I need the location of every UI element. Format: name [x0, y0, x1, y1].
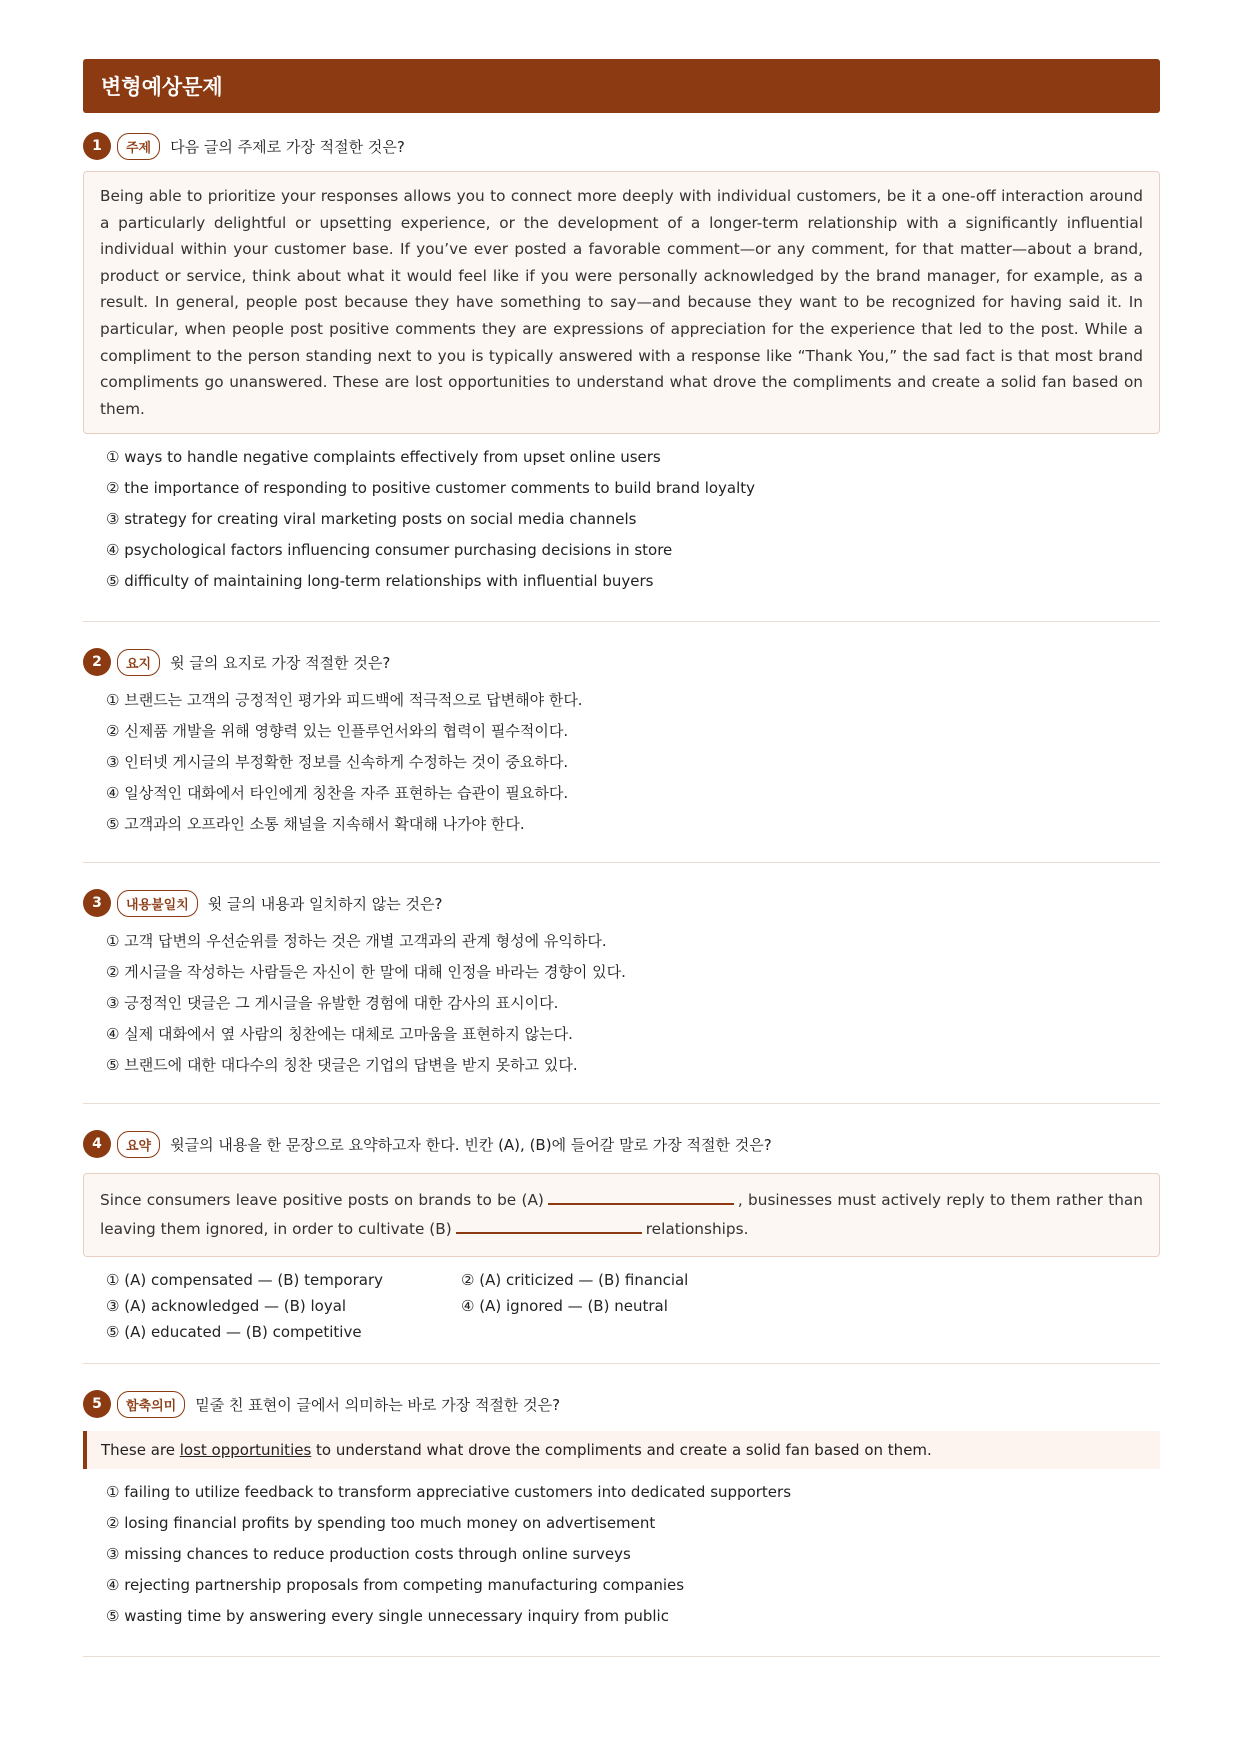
question-tag: 요지 [117, 649, 160, 676]
question-number: 1 [83, 132, 111, 160]
choice-5[interactable]: ⑤ 고객과의 오프라인 소통 채널을 지속해서 확대해 나가야 한다. [106, 815, 525, 834]
choice-2[interactable]: ② 신제품 개발을 위해 영향력 있는 인플루언서와의 협력이 필수적이다. [106, 722, 569, 741]
underlined-phrase: lost opportunities [179, 1441, 312, 1460]
choice-list [83, 442, 1160, 597]
choice-1[interactable]: ① ways to handle negative complaints effectively from upset online users [106, 448, 661, 467]
blank-a [548, 1189, 734, 1205]
summary-text-1: Since consumers leave positive posts on brands to be (A) [100, 1191, 544, 1210]
question-tag: 함축의미 [117, 1391, 185, 1418]
question-3 [83, 888, 1160, 1104]
divider [83, 1656, 1160, 1657]
passage: Being able to prioritize your responses allows you to connect more deeply with individual customers, be it a one-off interaction around a particularly delightful or upsetting experience, or the development of a longer-term relationship with a significantly influential individual within your customer base. If you’ve ever posted a favorable comment—or any comment, for that matter—about a brand, product or service, think about what it would feel like if you were personally acknowledged by the brand manager, for example, as a result. In general, people post because they have something to say—and because they want to be recognized for having said it. In particular, when people post positive comments they are expressions of appreciation for the experience that led to the post. While a compliment to the person standing next to you is typically answered with a response like “Thank You,” the sad fact is that most brand compliments go unanswered. These are lost opportunities to understand what drove the compliments and create a solid fan based on them. [83, 171, 1160, 434]
choice-5[interactable]: ⑤ difficulty of maintaining long-term relationships with influential buyers [106, 572, 654, 591]
choice-2[interactable]: ② the importance of responding to positive customer comments to build brand loyalty [106, 479, 756, 498]
choice-list [83, 1477, 1160, 1632]
choice-4[interactable]: ④ (A) ignored — (B) neutral [461, 1297, 668, 1316]
choice-1[interactable]: ① 고객 답변의 우선순위를 정하는 것은 개별 고객과의 관계 형성에 유익하다. [106, 932, 607, 951]
quote-after: to understand what drove the compliments and create a solid fan based on them. [311, 1441, 932, 1460]
choice-4[interactable]: ④ rejecting partnership proposals from competing manufacturing companies [106, 1576, 685, 1595]
choice-2[interactable]: ② losing financial profits by spending too much money on advertisement [106, 1514, 656, 1533]
question-header [83, 1129, 1160, 1159]
choice-3[interactable]: ③ 긍정적인 댓글은 그 게시글을 유발한 경험에 대한 감사의 표시이다. [106, 994, 559, 1013]
worksheet [83, 59, 1160, 1657]
choice-4[interactable]: ④ 일상적인 대화에서 타인에게 칭찬을 자주 표현하는 습관이 필요하다. [106, 784, 569, 803]
summary-text-3: relationships. [645, 1220, 749, 1239]
quoted-sentence [83, 1431, 1160, 1469]
question-header [83, 647, 1160, 677]
choice-2[interactable]: ② 게시글을 작성하는 사람들은 자신이 한 말에 대해 인정을 바라는 경향이 있다. [106, 963, 626, 982]
header-title: 변형예상문제 [101, 75, 223, 99]
question-text: 윗 글의 내용과 일치하지 않는 것은? [207, 894, 443, 913]
blank-b [456, 1218, 642, 1234]
choice-5[interactable]: ⑤ (A) educated — (B) competitive [106, 1323, 362, 1342]
choice-1[interactable]: ① 브랜드는 고객의 긍정적인 평가와 피드백에 적극적으로 답변해야 한다. [106, 691, 583, 710]
question-tag: 내용불일치 [117, 890, 198, 917]
question-header [83, 888, 1160, 918]
divider [83, 862, 1160, 863]
summary-box [83, 1173, 1160, 1257]
question-number: 5 [83, 1390, 111, 1418]
choice-1[interactable]: ① (A) compensated — (B) temporary [106, 1271, 384, 1290]
question-text: 밑줄 친 표현이 글에서 의미하는 바로 가장 적절한 것은? [195, 1395, 561, 1414]
choice-2[interactable]: ② (A) criticized — (B) financial [461, 1271, 689, 1290]
question-1 [83, 131, 1160, 622]
question-text: 윗 글의 요지로 가장 적절한 것은? [170, 653, 391, 672]
choice-5[interactable]: ⑤ wasting time by answering every single unnecessary inquiry from public [106, 1607, 669, 1626]
question-5 [83, 1389, 1160, 1657]
question-tag: 주제 [117, 133, 160, 160]
choice-3[interactable]: ③ strategy for creating viral marketing posts on social media channels [106, 510, 637, 529]
choice-3[interactable]: ③ (A) acknowledged — (B) loyal [106, 1297, 347, 1316]
question-number: 4 [83, 1130, 111, 1158]
question-header [83, 131, 1160, 161]
header-bar [83, 59, 1160, 113]
divider [83, 1363, 1160, 1364]
question-2 [83, 647, 1160, 863]
question-header [83, 1389, 1160, 1419]
question-4 [83, 1129, 1160, 1364]
choice-list [83, 685, 1160, 840]
choice-4[interactable]: ④ 실제 대화에서 옆 사람의 칭찬에는 대체로 고마움을 표현하지 않는다. [106, 1025, 573, 1044]
choice-3[interactable]: ③ missing chances to reduce production costs through online surveys [106, 1545, 631, 1564]
question-number: 2 [83, 648, 111, 676]
divider [83, 621, 1160, 622]
choice-grid [106, 1267, 1160, 1345]
choice-3[interactable]: ③ 인터넷 게시글의 부정확한 정보를 신속하게 수정하는 것이 중요하다. [106, 753, 569, 772]
question-number: 3 [83, 889, 111, 917]
choice-4[interactable]: ④ psychological factors influencing consumer purchasing decisions in store [106, 541, 673, 560]
question-tag: 요약 [117, 1131, 160, 1158]
choice-1[interactable]: ① failing to utilize feedback to transform appreciative customers into dedicated supporters [106, 1483, 792, 1502]
divider [83, 1103, 1160, 1104]
question-text: 윗글의 내용을 한 문장으로 요약하고자 한다. 빈칸 (A), (B)에 들어갈 말로 가장 적절한 것은? [170, 1135, 772, 1154]
quote-before: These are [101, 1441, 180, 1460]
question-text: 다음 글의 주제로 가장 적절한 것은? [170, 137, 405, 156]
choice-list [83, 926, 1160, 1081]
summary-text-2: , businesses must actively reply to them rather than leaving them ignored, in order to cultivate (B) [100, 1191, 1143, 1239]
choice-5[interactable]: ⑤ 브랜드에 대한 대다수의 칭찬 댓글은 기업의 답변을 받지 못하고 있다. [106, 1056, 578, 1075]
